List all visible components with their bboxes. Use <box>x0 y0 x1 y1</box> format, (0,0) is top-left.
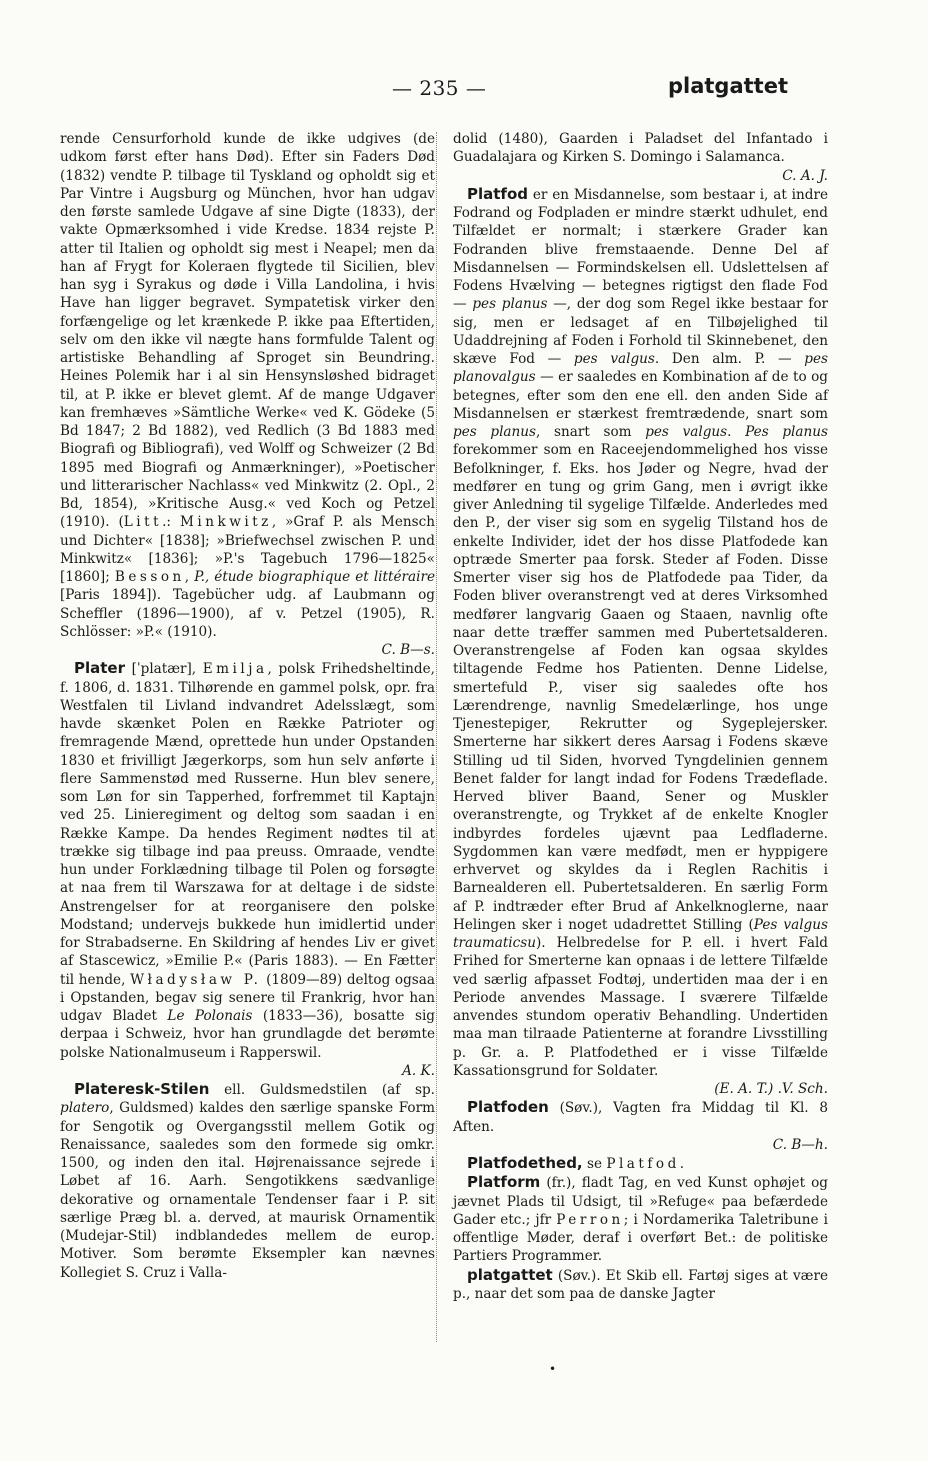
headword: platgattet <box>467 1265 553 1284</box>
entry-platfodethed: Platfodethed, se Platfod. <box>467 1154 685 1172</box>
headword: Platform <box>467 1173 541 1192</box>
entry-platfod: Platfod er en Misdannelse, som bestaar i, at indre Fodrand og Fodpladen er mindre stærkt udhulet, end Tilfældet er normalt; i stærkere Grader kan Fodranden blive fremstaaende. Denne Del af Misdannelsen — Formindskelsen ell. Udslettelsen af Fodens Hvælving — betegnes rigtigst den flade Fod — pes planus —, der dog som Regel ikke bestaar for sig, men er ledsaget af en Tilbøjelighed til Udaddrejning af Foden i Forhold til Skinnebenet, den skæve Fod — pes valgus. Den alm. P. — pes planovalgus — er saaledes en Kombination af de to og betegnes, efter som den ene ell. den anden Side af Misdannelsen er stærkest fremtrædende, snart som pes planus, snart som pes valgus. Pes planus forekommer som en Raceejendommelighed hos visse Befolkninger, f. Eks. hos Jøder og Negre, hvad der medfører en tung og grim Gang, men i øvrigt ikke giver Anledning til sygelige Tilfælde. Anderledes med den P., der viser sig som en sygelig Tilstand hos de enkelte Individer, idet der hos disse Platfodede kan optræde Smerter paa forsk. Steder af Foden. Disse Smerter viser sig hos de Platfodede paa Tider, da Foden bliver overanstrengt ved at deres Virksomhed medfører langvarig Gaaen og Staaen, navnlig ofte naar dette træffer sammen med Pubertetsalderen. Overanstrengelse af Foden kan ogsaa skyldes tiltagende Fedme hos Patienten. Denne Lidelse, smertefuld P., viser sig saaledes ofte hos Lærendrenge, navnlig Smedelærlinge, hos unge Tjenestepiger, Rekrutter og Sygeplejersker. Smerterne har sikkert deres Aarsag i Fodens skæve Stilling ud til Siden, hvorved Tyngdelinien gennem Benet falder for langt indad for Fodens Trædeflade. Herved bliver Baand, Sener og Muskler overanstrengte, og Trykket af de enkelte Knogler indbyrdes fordeles ujævnt paa Ledfladerne. Sygdommen kan være medfødt, men er hyppigere erhvervet og skyldes da i Reglen Rachitis i Barnealderen ell. Pubertetsalderen. En særlig Form af P. indtræder efter Brud af Ankelknoglerne, naar Helingen sker i noget udadrettet Stilling (Pes valgus traumaticsu). Helbredelse for P. ell. i hvert Fald Frihed for Smerterne kan opnaas i de lettere Tilfælde ved særlig afpasset Fodtøj, undertiden maa der i en Periode anvendes Massage. I sværere Tilfælde anvendes stundom operativ Behandling. Undertiden maa man tilraade Patienterne at forandre Livsstilling p. Gr. a. P. Platfodethed er i visse Tilfælde Kassationsgrund for Soldater. (E. A. T.) .V. Sch. <box>453 184 829 1097</box>
left-column <box>60 130 435 1282</box>
entry-plateresk-stilen: Plateresk-Stilen ell. Guldsmedstilen (af sp. platero, Guldsmed) kaldes den særlige spanske Form for Sengotik og Overgangsstil mellem Gotik og Renaissance, saaledes som den formede sig omkr. 1500, og inden den ital. Højrenaissance sejrede i Løbet af 16. Aarh. Sengotikkens sædvanlige dekorative og ornamentale Tendenser faar i P. sit særlige Præg bl. a. derved, at maurisk Ornamentik (Mudejar-Stil) indblandedes mellem de europ. Motiver. Som berømte Eksempler kan nævnes Kollegiet S. Cruz i Valla- <box>60 1080 435 1281</box>
running-head: platgattet <box>667 74 788 98</box>
author-signature: C. B—h. <box>772 1136 828 1153</box>
entry-plater: Plater [ˈplatær], Emilja, polsk Frihedsheltinde, f. 1806, d. 1831. Tilhørende en gammel polsk, opr. fra Westfalen til Livland indvandret Adelsslægt, som havde skænket Polen en Række Patrioter og fremragende Mænd, oprettede hun under Opstanden 1830 et frivilligt Jægerkorps, som hun selv anførte i flere Sammenstød med Russerne. Hun blev senere, som Løn for sin Tapperhed, forfremmet til Kaptajn ved 25. Linieregiment og deltog som saadan i en Række Kampe. Da hendes Regiment nødtes til at trække sig tilbage ind paa preuss. Omraade, vendte hun under Forklædning tilbage til Polen og forsøgte at naa frem til Warszawa for at deltage i de sidste Anstrengelser for at reorganisere den polske Modstand; undervejs bukkede hun imidlertid under for Strabadserne. En Skildring af hendes Liv er givet af Stascewicz, »Emilie P.« (Paris 1883). — En Fætter til hende, Władysław P. (1809—89) deltog ogsaa i Opstanden, begav sig senere til Frankrig, hvor han udgav Bladet Le Polonais (1833—36), bosatte sig derpaa i Schweiz, hvor han grundlagde det berømte polske Nationalmuseum i Rapperswil. A. K. <box>60 659 436 1079</box>
entry-platfoden: Platfoden (Søv.), Vagten fra Middag til Kl. 8 Aften. C. B—h. <box>453 1098 828 1153</box>
author-signature: (E. A. T.) .V. Sch. <box>714 1081 828 1097</box>
cross-reference: Platfod <box>606 1156 680 1172</box>
cross-reference: Perron <box>556 1211 624 1228</box>
page-number: — 235 — <box>392 76 487 100</box>
headword: Platfoden <box>467 1098 549 1117</box>
headword: Platfod <box>467 184 528 203</box>
entry-platform: Platform (fr.), fladt Tag, en ved Kunst ophøjet og jævnet Plads til Udsigt, til »Refuge« paa befærdede Gader etc.; jfr Perron; i Nordamerika Taletribune i offentlige Møder, deraf i overført Bet.: de politiske Partiers Programmer. <box>453 1173 828 1265</box>
entry-platgattet: platgattet (Søv.). Et Skib ell. Fartøj siges at være p., naar det som paa de danske Jagter <box>453 1265 828 1302</box>
entry-plateresk-continuation: dolid (1480), Gaarden i Paladset del Infantado i Guadalajara og Kirken S. Domingo i Salamanca. C. A. J. <box>453 131 828 184</box>
headword: Plater <box>74 659 125 678</box>
right-column <box>453 130 828 1303</box>
author-signature: C. A. J. <box>782 167 828 184</box>
author-signature: C. B—s. <box>381 642 435 658</box>
page-header <box>0 74 928 106</box>
print-speck: • <box>549 1362 557 1376</box>
author-signature: A. K. <box>402 1062 435 1079</box>
column-divider <box>436 132 437 1342</box>
entry-platen-continuation: rende Censurforhold kunde de ikke udgives (de udkom først efter hans Død). Efter sin Faders Død (1832) vendte P. tilbage til Tyskland og opholdt sig et Par Vintre i Augsburg og München, hvor han udgav den første samlede Udgave af sine Digte (1833), der vakte Opmærksomhed i vide Kredse. 1834 rejste P. atter til Italien og opholdt sig mest i Neapel; men da han af Frygt for Koleraen flygtede til Sicilien, blev han syg i Syrakus og døde i Villa Landolina, i hvis Have han ligger begravet. Sympatetisk virker den forfængelige og let krænkede P. ikke paa Eftertiden, selv om den ikke vil nægte hans formfulde Talent og artistiske Behandling af Sproget sin Beundring. Heines Polemik har i al sin Hensynsløshed bidraget til, at P. ikke er blevet glemt. Af de mange Udgaver kan fremhæves »Sämtliche Werke« ved K. Gödeke (5 Bd 1847; 2 Bd 1882), ved Redlich (3 Bd 1883 med Biografi og Bibliografi), ved Wolff og Schweizer (2 Bd 1895 med Biografi og Anmærkninger), »Poetischer und litterarischer Nachlass« ved Minkwitz (2. Opl., 2 Bd, 1854), »Kritische Ausg.« ved Koch og Petzel (1910). (Litt.: Minkwitz, »Graf P. als Mensch und Dichter« [1838]; »Briefwechsel zwischen P. und Minkwitz« [1836]; »P.'s Tagebuch 1796—1825« [1860]; Besson, P., étude biographique et littéraire [Paris 1894]). Tagebücher udg. af Laubmann og Scheffler (1896—1900), af v. Petzel (1905), R. Schlösser: »P.« (1910). C. B—s. <box>60 131 435 658</box>
headword: Platfodethed, <box>467 1154 583 1172</box>
headword: Plateresk-Stilen <box>74 1080 210 1098</box>
